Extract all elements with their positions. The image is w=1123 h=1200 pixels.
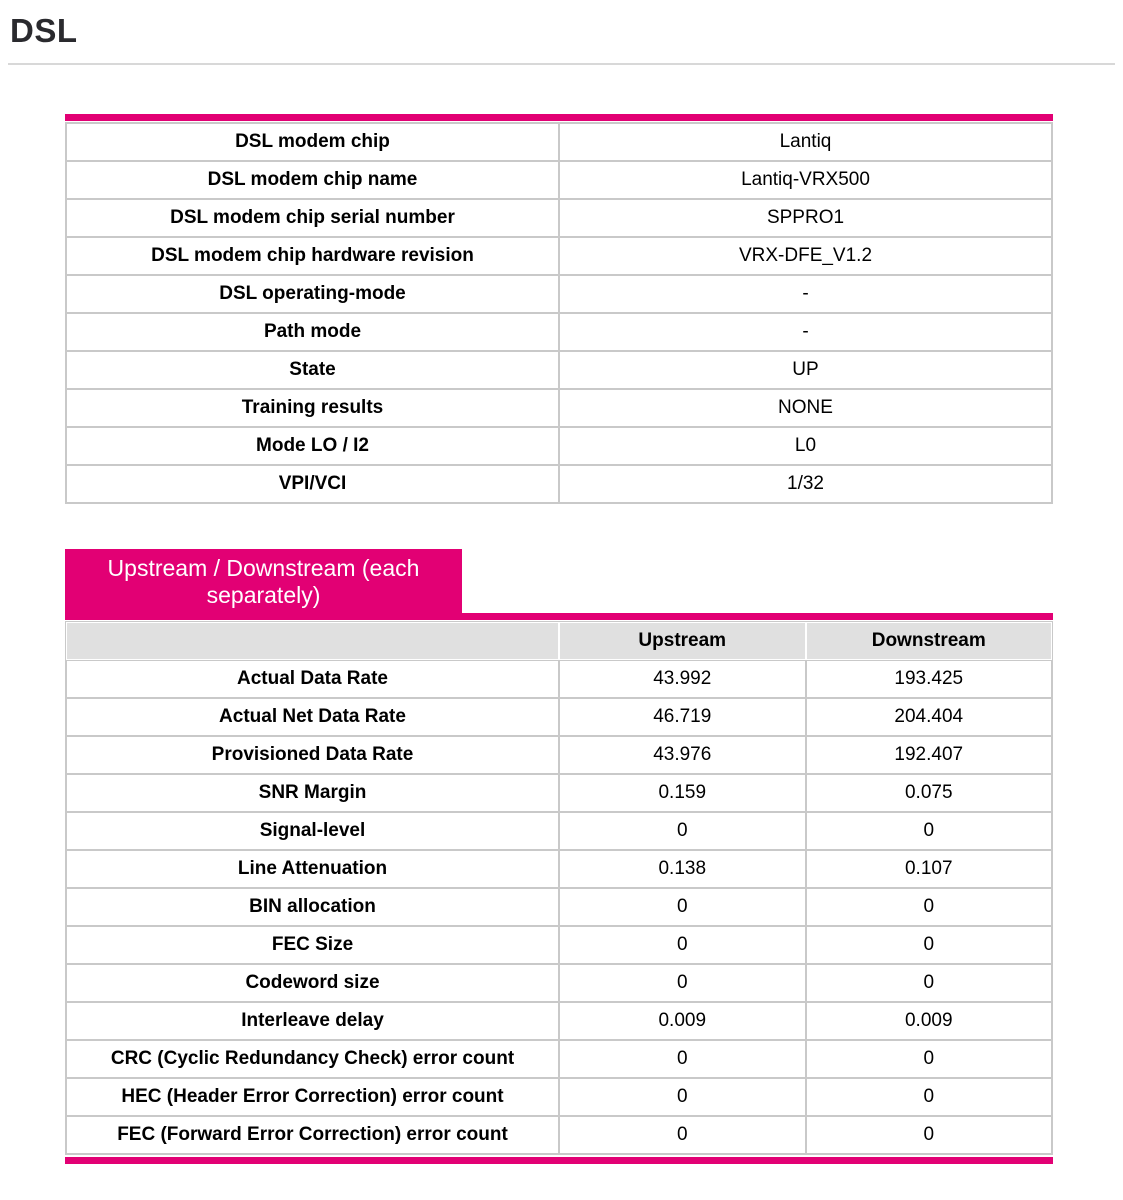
stream-row-label: Actual Net Data Rate — [66, 698, 559, 736]
bottom-accent-bar — [65, 1157, 1053, 1164]
modem-row-value: 1/32 — [559, 465, 1052, 503]
modem-table-row — [66, 275, 1052, 313]
modem-row-label: DSL modem chip name — [66, 161, 559, 199]
modem-table-row — [66, 313, 1052, 351]
stream-row-downstream-value: 0 — [806, 926, 1053, 964]
modem-table-row — [66, 465, 1052, 503]
stream-row-downstream-value: 0.009 — [806, 1002, 1053, 1040]
stream-table-row — [66, 1116, 1052, 1154]
stream-row-label: CRC (Cyclic Redundancy Check) error count — [66, 1040, 559, 1078]
modem-row-label: Mode LO / I2 — [66, 427, 559, 465]
stream-header-downstream: Downstream — [806, 622, 1053, 660]
stream-table-row — [66, 1040, 1052, 1078]
stream-table-row — [66, 698, 1052, 736]
modem-table-row — [66, 351, 1052, 389]
modem-row-value: Lantiq — [559, 123, 1052, 161]
modem-info-section — [65, 114, 1053, 504]
stream-row-label: Codeword size — [66, 964, 559, 1002]
stream-row-label: FEC Size — [66, 926, 559, 964]
modem-table-row — [66, 199, 1052, 237]
stream-row-downstream-value: 204.404 — [806, 698, 1053, 736]
modem-info-table — [65, 122, 1053, 504]
modem-table-row — [66, 237, 1052, 275]
stream-row-label: Line Attenuation — [66, 850, 559, 888]
stream-table-row — [66, 736, 1052, 774]
stream-row-downstream-value: 0 — [806, 1078, 1053, 1116]
stream-table-row — [66, 850, 1052, 888]
stream-row-downstream-value: 0 — [806, 1040, 1053, 1078]
modem-row-value: L0 — [559, 427, 1052, 465]
stream-table-row — [66, 774, 1052, 812]
stream-row-label: HEC (Header Error Correction) error count — [66, 1078, 559, 1116]
title-divider — [8, 63, 1115, 65]
modem-row-value: UP — [559, 351, 1052, 389]
stream-row-label: BIN allocation — [66, 888, 559, 926]
stream-section-tab: Upstream / Downstream (each separately) — [65, 549, 462, 613]
stream-row-upstream-value: 0.009 — [559, 1002, 806, 1040]
modem-row-value: SPPRO1 — [559, 199, 1052, 237]
stream-row-downstream-value: 0 — [806, 888, 1053, 926]
stream-row-upstream-value: 0 — [559, 964, 806, 1002]
modem-row-value: VRX-DFE_V1.2 — [559, 237, 1052, 275]
stream-header-empty — [66, 622, 559, 660]
stream-section — [65, 549, 1053, 1164]
stream-row-upstream-value: 43.976 — [559, 736, 806, 774]
stream-table-row — [66, 888, 1052, 926]
stream-table-row — [66, 964, 1052, 1002]
stream-row-downstream-value: 0 — [806, 964, 1053, 1002]
stream-row-upstream-value: 0.159 — [559, 774, 806, 812]
modem-row-value: - — [559, 275, 1052, 313]
stream-row-label: Actual Data Rate — [66, 660, 559, 698]
stream-table-accent-bar — [65, 613, 1053, 620]
stream-row-downstream-value: 0 — [806, 812, 1053, 850]
modem-row-label: DSL operating-mode — [66, 275, 559, 313]
modem-row-label: DSL modem chip — [66, 123, 559, 161]
stream-row-downstream-value: 0.075 — [806, 774, 1053, 812]
stream-row-label: SNR Margin — [66, 774, 559, 812]
modem-row-label: State — [66, 351, 559, 389]
stream-row-label: Provisioned Data Rate — [66, 736, 559, 774]
stream-row-label: Interleave delay — [66, 1002, 559, 1040]
stream-row-upstream-value: 0 — [559, 1078, 806, 1116]
stream-table-row — [66, 926, 1052, 964]
modem-table-row — [66, 389, 1052, 427]
modem-row-value: NONE — [559, 389, 1052, 427]
modem-table-row — [66, 161, 1052, 199]
stream-table-row — [66, 812, 1052, 850]
stream-row-upstream-value: 0.138 — [559, 850, 806, 888]
modem-row-value: Lantiq-VRX500 — [559, 161, 1052, 199]
stream-table-row — [66, 1002, 1052, 1040]
modem-row-label: Training results — [66, 389, 559, 427]
modem-row-label: DSL modem chip hardware revision — [66, 237, 559, 275]
stream-row-upstream-value: 46.719 — [559, 698, 806, 736]
modem-table-row — [66, 123, 1052, 161]
stream-row-upstream-value: 43.992 — [559, 660, 806, 698]
modem-row-label: VPI/VCI — [66, 465, 559, 503]
stream-table — [65, 621, 1053, 1155]
modem-row-label: Path mode — [66, 313, 559, 351]
stream-row-upstream-value: 0 — [559, 926, 806, 964]
stream-row-downstream-value: 192.407 — [806, 736, 1053, 774]
stream-table-header-row — [66, 622, 1052, 660]
page-title: DSL — [10, 12, 78, 49]
modem-table-row — [66, 427, 1052, 465]
stream-row-label: Signal-level — [66, 812, 559, 850]
stream-header-upstream: Upstream — [559, 622, 806, 660]
stream-row-downstream-value: 0 — [806, 1116, 1053, 1154]
stream-row-label: FEC (Forward Error Correction) error count — [66, 1116, 559, 1154]
modem-row-value: - — [559, 313, 1052, 351]
stream-row-downstream-value: 193.425 — [806, 660, 1053, 698]
stream-row-upstream-value: 0 — [559, 1116, 806, 1154]
stream-table-row — [66, 660, 1052, 698]
modem-table-accent-bar — [65, 114, 1053, 121]
modem-row-label: DSL modem chip serial number — [66, 199, 559, 237]
stream-row-upstream-value: 0 — [559, 812, 806, 850]
stream-row-upstream-value: 0 — [559, 1040, 806, 1078]
stream-row-upstream-value: 0 — [559, 888, 806, 926]
stream-row-downstream-value: 0.107 — [806, 850, 1053, 888]
stream-table-row — [66, 1078, 1052, 1116]
